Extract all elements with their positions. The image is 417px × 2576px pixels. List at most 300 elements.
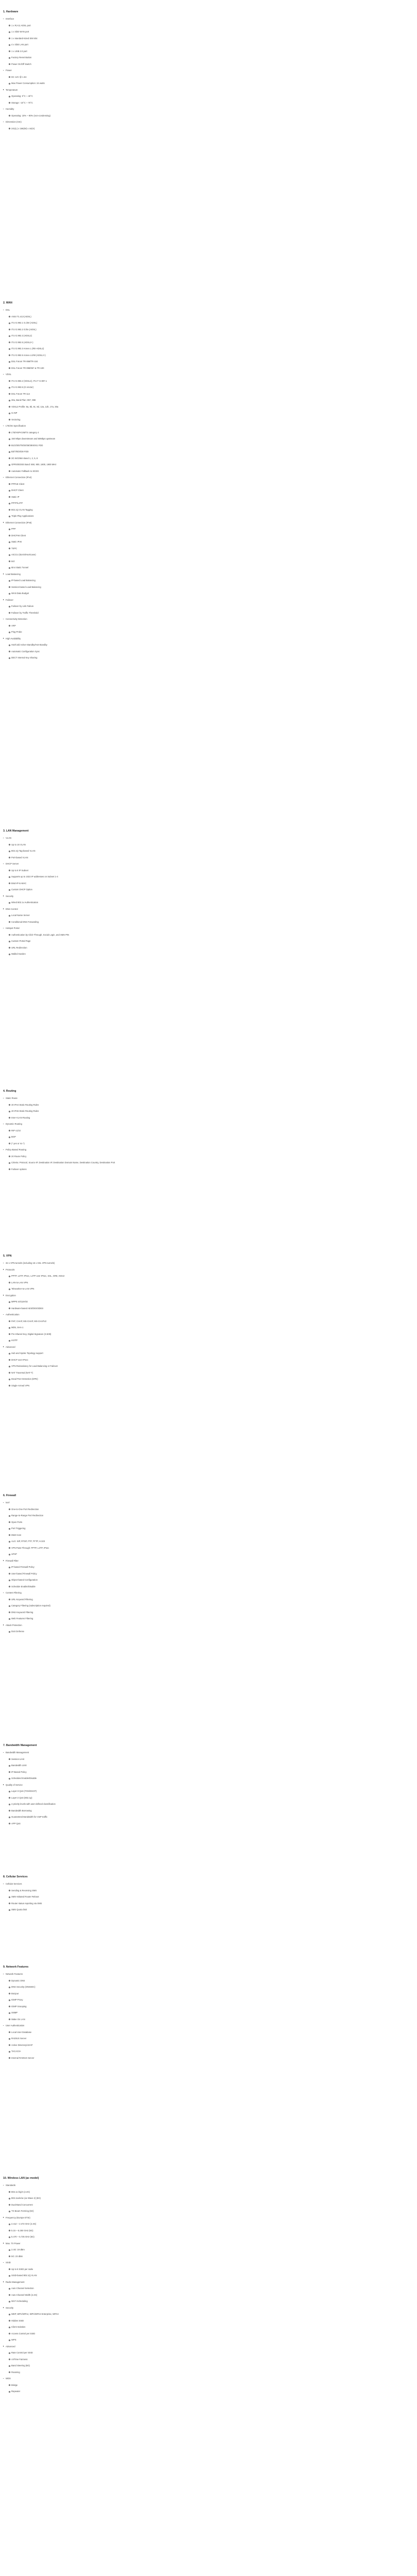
bullet-icon (9, 567, 10, 569)
bullet-icon (9, 2236, 10, 2238)
spec-group-label: Failover (6, 598, 13, 601)
bullet-icon (9, 483, 10, 485)
spec-item: 2.4G: 19 dBm (11, 2248, 25, 2251)
spec-item: 6in4 Static Tunnel (11, 566, 29, 569)
spec-item: Automatic Fallback to 3G/2G (11, 469, 39, 472)
spec-item: AirTime Fairness (11, 2358, 28, 2361)
bullet-icon (9, 1353, 10, 1354)
bullet-icon (9, 2314, 10, 2315)
spec-item: RADIUS Server (11, 2037, 27, 2040)
bullet-icon (9, 380, 10, 382)
bullet-icon (3, 599, 4, 600)
bullet-icon (9, 1509, 10, 1510)
spec-item: DNS Security (DNSSEC) (11, 1986, 36, 1988)
bullet-icon (9, 496, 10, 498)
bullet-icon (9, 2006, 10, 2007)
spec-item: One-to-One Port Redirection (11, 1507, 39, 1511)
spec-item: Internal RADIUS Server (11, 2056, 34, 2059)
spec-item: DECT Internal Key Sharing (11, 656, 38, 659)
spec-group-label: Load Balancing (6, 572, 21, 575)
spec-item: Pre-Shared Key, Digital Signature (X.509) (11, 1332, 51, 1335)
bullet-icon (9, 902, 10, 904)
spec-item: Client Isolation (11, 2326, 26, 2328)
bullet-icon (9, 31, 10, 33)
spec-item: BGP (11, 1136, 16, 1138)
section-title: 1. Hardware (3, 10, 19, 13)
spec-item: APP QoS (11, 1822, 21, 1825)
spec-item: 150 Mbps downstream and 50Mbps upstream (11, 437, 56, 440)
bullet-icon (9, 44, 10, 46)
bullet-icon (9, 1771, 10, 1773)
spec-item: ANSI T1.413 (ADSL) (11, 315, 31, 318)
spec-item: Layer-2 QoS (802.1p) (11, 1796, 32, 1799)
bullet-icon (9, 1379, 10, 1380)
spec-item: Object-based Configuration (11, 1579, 38, 1581)
spec-item: 802.1Q Tag-based VLAN (11, 850, 36, 852)
spec-item: 2.412 ~ 2.472 GHz (2.4G) (11, 2223, 37, 2225)
bullet-icon (9, 1778, 10, 1780)
spec-item: Dual-Band Concurrent (11, 2203, 33, 2206)
spec-item: ITU G.993.5 (G.Vector) (11, 386, 34, 388)
bullet-icon (9, 1605, 10, 1607)
bullet-icon (9, 2211, 10, 2212)
spec-item: G.INP (11, 412, 18, 414)
spec-item: DSL Forum TR-114 (11, 392, 30, 395)
bullet-icon (9, 516, 10, 517)
bullet-icon (9, 934, 10, 936)
bullet-icon (3, 1560, 4, 1561)
bullet-icon (9, 2359, 10, 2360)
bullet-icon (9, 1104, 10, 1106)
spec-item: Auto Channel Selection (11, 2287, 34, 2290)
spec-item: Band Steering (5G) (11, 2364, 30, 2367)
spec-item: ALG: SIP, RTSP, FTP, TFTP, H.323 (11, 1540, 45, 1543)
spec-item: 3G WCDMA Band 1, 2, 5, 8 (11, 456, 38, 460)
bullet-icon (3, 374, 4, 375)
bullet-icon (9, 1554, 10, 1555)
section-title: 3. LAN Management (3, 829, 29, 833)
section-title: 8. Cellular Services (3, 1875, 28, 1878)
bullet-icon (3, 908, 4, 909)
spec-item: 40 IPv6 Static Routing Rules (11, 1110, 39, 1112)
bullet-icon (9, 102, 10, 104)
spec-item: WPS (11, 2338, 16, 2341)
bullet-icon (9, 445, 10, 446)
bullet-icon (9, 1156, 10, 1157)
spec-item: VPN Pass-Through: PPTP, L2TP, IPsec (11, 1546, 49, 1549)
spec-item: DHCP Client (11, 489, 24, 492)
bullet-icon (9, 1130, 10, 1131)
spec-item: TX Beam Forming (5G) (11, 2210, 34, 2212)
spec-item: 5.15 ~ 5.250 GHz (5G) (11, 2229, 33, 2232)
spec-item: ARP (11, 624, 16, 627)
bullet-icon (9, 657, 10, 659)
bullet-icon (9, 342, 10, 343)
spec-item: Hardware-based AES/DES/3DES (11, 1307, 44, 1310)
bullet-icon (9, 651, 10, 652)
spec-item: Hidden SSID (11, 2319, 24, 2322)
spec-item: DoS Defense (11, 1630, 24, 1633)
spec-item: 5G: 23 dBm (11, 2255, 23, 2258)
spec-item: Dynamic DNS (11, 1979, 25, 1982)
bullet-icon (9, 1890, 10, 1891)
spec-item: Factory Reset Button (11, 56, 32, 59)
spec-group-label: DNS Control (6, 907, 18, 910)
bullet-icon (9, 1327, 10, 1329)
spec-item: Automatic Configuration Sync (11, 650, 40, 653)
bullet-icon (9, 1631, 10, 1633)
bullet-icon (9, 50, 10, 52)
spec-group-label: Hotspot Portal (6, 927, 20, 929)
bullet-icon (9, 1528, 10, 1530)
spec-item: ITU G.992.1 G.dmt (ADSL) (11, 321, 38, 324)
section-title: 7. Bandwidth Management (3, 1744, 37, 1747)
bullet-icon (9, 2224, 10, 2225)
bullet-icon (9, 1385, 10, 1386)
spec-group-label: DSL (6, 309, 10, 311)
spec-group-label: NAT (6, 1501, 10, 1504)
bullet-icon (9, 2019, 10, 2020)
spec-item: DSL Forum TR-069/TR-104 (11, 360, 38, 363)
spec-group-label: Interface (6, 18, 14, 20)
bullet-icon (9, 947, 10, 948)
bullet-icon (9, 2320, 10, 2321)
bullet-icon (9, 1111, 10, 1112)
spec-item: Open Ports (11, 1520, 23, 1523)
spec-item: 40 IPv4 Static Routing Rules (11, 1103, 39, 1106)
bullet-icon (9, 851, 10, 852)
spec-group-label: Encryption (6, 1294, 16, 1297)
bullet-icon (9, 593, 10, 595)
spec-item: Repeater (11, 2390, 21, 2393)
spec-item: Port-based VLAN (11, 856, 28, 859)
bullet-icon (9, 432, 10, 433)
spec-item: DHCPv6 Client (11, 534, 26, 537)
spec-group-label: Humidity (6, 108, 14, 110)
section-title: 2. WAN (3, 301, 12, 304)
bullet-icon (9, 57, 10, 59)
spec-item: MD5, SHA-1 (11, 1326, 24, 1329)
spec-item: WAN Data Budget (11, 592, 29, 595)
bullet-icon (9, 1162, 10, 1164)
bullet-icon (9, 438, 10, 440)
bullet-icon (3, 2307, 4, 2308)
bullet-icon (9, 1823, 10, 1824)
spec-group-label: Content Filtering (6, 1591, 22, 1594)
bullet-icon (3, 1784, 4, 1785)
spec-item: Hub and Spoke Topology support (11, 1352, 43, 1354)
bullet-icon (9, 632, 10, 633)
spec-item: 4 x GbE LAN port (11, 43, 28, 46)
spec-item: Operating: 10% ~ 90% (non-condensing) (11, 114, 51, 117)
spec-group-label: Ethernet Connection (IPv6) (6, 521, 32, 524)
spec-item: Up to 8 SSID per radio (11, 2267, 33, 2270)
bullet-icon (9, 1168, 10, 1170)
spec-item: DC 12V @ 1.5A (11, 75, 27, 78)
bullet-icon (9, 1909, 10, 1911)
spec-item: SSID-based 802.1Q VLAN (11, 2274, 37, 2277)
bullet-icon (9, 541, 10, 543)
bullet-icon (9, 2198, 10, 2199)
spec-item: DNS Keyword Filtering (11, 1611, 33, 1614)
bullet-icon (9, 2294, 10, 2296)
bullet-icon (9, 38, 10, 39)
spec-group-label: Dynamic Routing (6, 1123, 22, 1125)
bullet-icon (9, 2301, 10, 2302)
bullet-icon (9, 2031, 10, 2033)
bullet-icon (9, 580, 10, 582)
bullet-icon (9, 1810, 10, 1811)
spec-item: Ping Probe (11, 631, 22, 633)
spec-item: 5.470 ~ 5.725 GHz (5G) (11, 2235, 34, 2238)
bullet-icon (9, 1320, 10, 1322)
bullet-icon (9, 2038, 10, 2040)
spec-item: VPN Redundancy for Load Balancing or Failover (11, 1365, 58, 1367)
spec-item: Walled Garden (11, 953, 26, 955)
spec-item: Category Filtering (subscription required) (11, 1604, 50, 1607)
spec-item: Rate Control per SSID (11, 2351, 33, 2354)
bullet-icon (9, 1541, 10, 1543)
bullet-icon (3, 895, 4, 896)
spec-item: Conditional DNS Forwarding (11, 920, 39, 923)
spec-group-label: Advanced (6, 1345, 15, 1348)
bullet-icon (9, 2230, 10, 2231)
bullet-icon (9, 400, 10, 401)
spec-item: LAN-to-LAN VPN (11, 1281, 28, 1284)
bullet-icon (9, 2340, 10, 2341)
bullet-icon (9, 1515, 10, 1517)
bullet-icon (9, 470, 10, 472)
bullet-icon (9, 2268, 10, 2270)
spec-group-label: WDS (6, 2377, 11, 2380)
spec-group-label: Authentication (6, 1313, 20, 1316)
spec-group-label: High Availability (6, 637, 21, 640)
spec-item: RIP v1/v2 (11, 1129, 21, 1132)
bullet-icon (9, 393, 10, 395)
spec-item: Wired 802.1x Authentication (11, 901, 39, 904)
spec-item: Sending & Receiving SMS (11, 1889, 37, 1892)
spec-group-label: VLAN (6, 837, 11, 839)
spec-group-label: Attack Protection (6, 1623, 22, 1626)
bullet-icon (9, 1366, 10, 1367)
bullet-icon (9, 464, 10, 466)
section-title: 4. Routing (3, 1090, 16, 1093)
spec-group-label: Max. TX Power (6, 2242, 21, 2245)
spec-item: UPnP (11, 1553, 17, 1555)
spec-group-label: Quality of Service (6, 1783, 23, 1786)
spec-item: TACACS+ (11, 2050, 22, 2053)
bullet-icon (9, 457, 10, 459)
bullet-icon (9, 561, 10, 562)
spec-item: Static IPv6 (11, 540, 22, 543)
bullet-icon (9, 889, 10, 891)
bullet-icon (9, 1804, 10, 1805)
spec-group-label: DHCP Server (6, 862, 19, 865)
bullet-icon (9, 76, 10, 78)
spec-item: 241(L) x 166(W) x 44(H) (11, 127, 35, 130)
bullet-icon (9, 941, 10, 942)
bullet-icon (9, 2249, 10, 2251)
spec-group-label: Security (6, 2306, 14, 2309)
bullet-icon (9, 1282, 10, 1283)
bullet-icon (3, 1502, 4, 1503)
spec-item: TSPC (11, 547, 18, 550)
bullet-icon (9, 1896, 10, 1898)
bullet-icon (9, 323, 10, 324)
bullet-icon (9, 348, 10, 350)
spec-item: VDSL2 Profile: 8a, 8b, 8c, 8d, 12a, 12b, 17a, 30a (11, 405, 59, 408)
spec-item: Access Control per SSID (11, 2332, 36, 2335)
spec-item: 802.11 b/g/n (2.4G) (11, 2190, 30, 2193)
spec-item: NAT Traversal (NAT-T) (11, 1371, 33, 1374)
spec-item: ITU G.992.5 (ADSL2+) (11, 341, 33, 344)
spec-item: Router status reporting via SMS (11, 1902, 42, 1905)
bullet-icon (9, 1999, 10, 2001)
spec-item: PPTP/L2TP (11, 502, 23, 504)
bullet-icon (9, 2288, 10, 2290)
spec-item: Guaranteed Bandwidth for VoIP traffic (11, 1816, 48, 1818)
bullet-icon (9, 2365, 10, 2367)
bullet-icon (9, 2191, 10, 2193)
spec-item: ITU G.992.3 (ADSL2) (11, 334, 32, 337)
bullet-icon (9, 921, 10, 923)
spec-group-label: 32 x VPN tunnels (including 16 x SSL VPN tunnels) (6, 1262, 55, 1264)
bullet-icon (9, 1340, 10, 1342)
spec-group-label: Network Features (6, 1973, 23, 1975)
spec-item: Inter-VLAN Routing (11, 1116, 30, 1119)
spec-item: DMZ Host (11, 1533, 21, 1536)
spec-item: PPP (11, 528, 16, 530)
spec-item: 1 x standard-sized SIM slot (11, 37, 38, 40)
spec-item: IGMP Snooping (11, 2005, 27, 2008)
bullet-icon (9, 554, 10, 556)
spec-item: Schedule Enable/Disable (11, 1585, 36, 1588)
spec-item: Supports up to 1022 IP addresses on Subnet 1-4 (11, 875, 58, 878)
bullet-icon (9, 1797, 10, 1799)
bullet-icon (9, 625, 10, 626)
spec-item: IP-Based Policy (11, 1770, 27, 1773)
spec-item: Bonjour (11, 1992, 19, 1995)
spec-group-label: Radio Management (6, 2280, 25, 2283)
bullet-icon (9, 354, 10, 356)
bullet-icon (9, 1618, 10, 1620)
bullet-icon (9, 2391, 10, 2393)
bullet-icon (3, 2281, 4, 2282)
spec-item: SMS-Initiated Router Reboot (11, 1895, 39, 1898)
spec-group-label: Frequency (Europe ETSI) (6, 2216, 30, 2219)
spec-item: Failover by Link Failure (11, 605, 34, 607)
spec-item: 802.11a/n/ac (ac Wave 2) (5G) (11, 2197, 41, 2199)
spec-item: B1/2/3/5/7/8/20/28/38/40/41 FDD (11, 444, 43, 447)
spec-item: DHCP over IPsec (11, 1358, 28, 1361)
spec-item: Port Triggering (11, 1527, 26, 1530)
spec-item: Up to 16 VLAN (11, 843, 26, 846)
spec-item: Auto Channel Width (2.4G) (11, 2293, 38, 2296)
spec-group-label: SSID (6, 2261, 11, 2264)
bullet-icon (9, 2384, 10, 2386)
bullet-icon (9, 1599, 10, 1600)
spec-item: Range-to-Range Port Redirection (11, 1514, 44, 1517)
bullet-icon (9, 1308, 10, 1309)
spec-item: ITU G.992.5 Annex L/J/M (ADSL2+) (11, 353, 46, 357)
bullet-icon (9, 2333, 10, 2334)
bullet-icon (9, 2044, 10, 2046)
bullet-icon (9, 1276, 10, 1277)
spec-item: mOTP (11, 1339, 18, 1342)
spec-item: Web Features Filtering (11, 1617, 33, 1620)
spec-item: WEP, WPA/WPA2, WPA/WPA2 Enterprise, WPA3 (11, 2313, 59, 2315)
spec-group-label: Protocols (6, 1268, 15, 1271)
bullet-icon (9, 1791, 10, 1792)
bullet-icon (9, 1359, 10, 1361)
spec-item: Dead Peer Detection (DPD) (11, 1378, 38, 1380)
spec-group-label: Security (6, 894, 14, 897)
spec-group-label: Ethernet Connection (IPv4) (6, 476, 32, 479)
bullet-icon (9, 2275, 10, 2277)
bullet-icon (9, 883, 10, 884)
spec-group-label: User Authentication (6, 2024, 25, 2027)
spec-group-label: Policy-Based Routing (6, 1148, 27, 1151)
spec-item: 6rd (11, 560, 15, 563)
bullet-icon (9, 1993, 10, 1994)
bullet-icon (9, 361, 10, 363)
spec-item: Power On/Off Switch (11, 62, 31, 65)
spec-item: MPPE 40/128-bit (11, 1300, 28, 1303)
bullet-icon (9, 2256, 10, 2257)
spec-item: Session-based Load Balancing (11, 585, 41, 588)
spec-item: Wi-Fi Scheduling (11, 2300, 28, 2302)
bullet-icon (9, 509, 10, 511)
bullet-icon (9, 1580, 10, 1581)
spec-item: Local User Database (11, 2030, 32, 2033)
section-title: 5. VPN (3, 1255, 12, 1258)
bullet-icon (9, 2204, 10, 2206)
bullet-icon (9, 451, 10, 453)
bullet-icon (9, 1333, 10, 1335)
spec-item: Failover options (11, 1167, 27, 1171)
spec-item: B3/7/8/20/28 FDD (11, 450, 29, 453)
bullet-icon (9, 2057, 10, 2059)
spec-item: Authentication by Click-Through, Social Login, and SMS PIN (11, 933, 70, 936)
bullet-icon (9, 606, 10, 607)
spec-item: IGMP Proxy (11, 1998, 23, 2001)
bullet-icon (9, 2327, 10, 2328)
spec-item: 30a, Band Plan: 997, 998 (11, 399, 36, 401)
spec-item: Wake On LAN (11, 2018, 25, 2021)
bullet-icon (9, 1980, 10, 1981)
section-title: 6. Firewall (3, 1494, 16, 1497)
spec-item: ITU G.992.2 G.lite (ADSL) (11, 328, 37, 331)
spec-item: Max Power Consumption: 24 watts (11, 82, 45, 84)
spec-group-label: LTE/3G Specification (6, 425, 26, 427)
bullet-icon (9, 2371, 10, 2373)
section-title: 10. Wireless LAN (ac model) (3, 2177, 39, 2180)
spec-group-label: Advanced (6, 2345, 15, 2348)
spec-item: GPRS/EDGE Band: 850, 900, 1800, 1900 MHz (11, 463, 57, 466)
spec-item: Local Name Server (11, 914, 30, 917)
bullet-icon (9, 367, 10, 369)
bullet-icon (9, 954, 10, 955)
spec-item: ITU G.993.2 (VDSL2), ITU-T G.997.1 (11, 379, 47, 382)
spec-item: Teleworker-to-LAN VPN (11, 1287, 34, 1290)
spec-group-label: Connectivity Detection (6, 618, 27, 620)
bullet-icon (9, 645, 10, 646)
bullet-icon (9, 406, 10, 408)
bullet-icon (9, 1567, 10, 1568)
spec-group-label: VDSL (6, 373, 11, 376)
bullet-icon (9, 413, 10, 414)
spec-item: 20 Route Policy (11, 1155, 27, 1158)
